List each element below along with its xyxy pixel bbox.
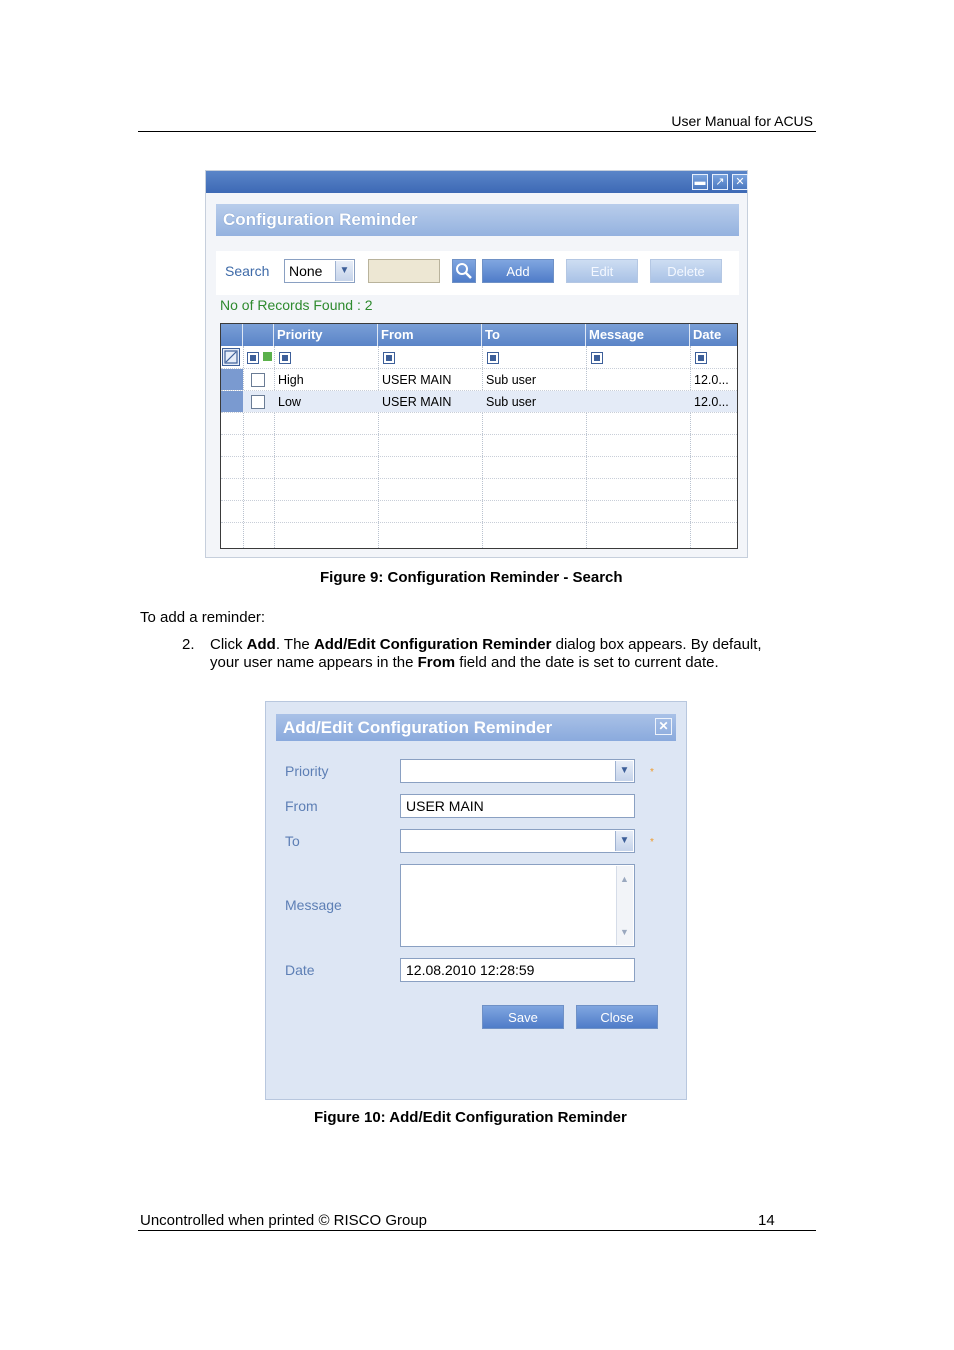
cell-date: 12.0... xyxy=(694,373,729,387)
step-bold-from: From xyxy=(417,654,456,671)
column-header-message[interactable]: Message xyxy=(586,324,690,346)
figure-10-caption: Figure 10: Add/Edit Configuration Reminder xyxy=(314,1109,627,1126)
document-header: User Manual for ACUS xyxy=(671,113,813,129)
message-textarea[interactable] xyxy=(400,864,635,947)
column-header-date[interactable]: Date xyxy=(690,324,737,346)
footer-text: Uncontrolled when printed © RISCO Group xyxy=(140,1212,428,1229)
message-label: Message xyxy=(285,897,342,913)
filter-date-icon[interactable] xyxy=(695,352,707,364)
required-marker: * xyxy=(650,837,654,848)
step-bold-dialog: Add/Edit Configuration Reminder xyxy=(313,636,552,653)
filter-to-icon[interactable] xyxy=(487,352,499,364)
close-icon[interactable]: ✕ xyxy=(732,174,748,190)
priority-select[interactable] xyxy=(400,759,635,783)
to-label: To xyxy=(285,833,300,849)
step-text: Click xyxy=(210,636,247,653)
cell-to: Sub user xyxy=(486,373,537,387)
message-scrollbar[interactable] xyxy=(616,866,633,945)
priority-label: Priority xyxy=(285,763,329,779)
column-header-from[interactable]: From xyxy=(378,324,482,346)
filter-priority-icon[interactable] xyxy=(279,352,291,364)
step-text-line-1 xyxy=(210,636,810,654)
search-button[interactable] xyxy=(452,259,476,283)
row-handle[interactable] xyxy=(221,369,243,390)
step-text-line-2 xyxy=(210,654,810,672)
search-input[interactable] xyxy=(368,259,440,283)
close-icon[interactable]: ✕ xyxy=(655,718,672,735)
cell-to: Sub user xyxy=(486,395,537,409)
delete-button[interactable]: Delete xyxy=(650,259,722,283)
required-marker: * xyxy=(650,767,654,778)
filter-select-all-icon[interactable] xyxy=(247,352,259,364)
search-icon xyxy=(453,260,475,282)
page-number: 14 xyxy=(758,1212,775,1229)
figure-9-caption: Figure 9: Configuration Reminder - Search xyxy=(320,569,623,586)
column-header-to[interactable]: To xyxy=(482,324,586,346)
from-label: From xyxy=(285,798,318,814)
to-select[interactable] xyxy=(400,829,635,853)
clear-filter-icon[interactable] xyxy=(222,348,240,366)
date-label: Date xyxy=(285,962,315,978)
search-field-select[interactable] xyxy=(284,259,355,283)
chevron-down-icon[interactable]: ▼ xyxy=(615,761,633,781)
dialog-title-bar xyxy=(276,714,676,741)
cell-from: USER MAIN xyxy=(382,373,452,387)
scroll-down-icon[interactable]: ▼ xyxy=(620,927,629,937)
row-checkbox[interactable] xyxy=(251,373,265,387)
dialog-title: Add/Edit Configuration Reminder xyxy=(283,718,553,737)
configuration-reminder-window xyxy=(205,170,748,558)
step-text: dialog box appears. By default, xyxy=(551,636,762,653)
save-button[interactable]: Save xyxy=(482,1005,564,1029)
table-row[interactable] xyxy=(221,391,737,412)
grid-row-line xyxy=(221,412,737,413)
add-edit-reminder-dialog xyxy=(265,701,687,1100)
grid-corner-header xyxy=(221,324,243,346)
footer-rule xyxy=(138,1230,816,1231)
grid-checkbox-header xyxy=(243,324,274,346)
filter-from-icon[interactable] xyxy=(383,352,395,364)
cell-priority: High xyxy=(278,373,304,387)
popout-icon[interactable]: ↗ xyxy=(712,174,728,190)
grid-row-line xyxy=(221,434,737,435)
grid-row-line xyxy=(221,500,737,501)
reminder-grid xyxy=(220,323,738,549)
filter-message-icon[interactable] xyxy=(591,352,603,364)
add-button[interactable]: Add xyxy=(482,259,554,283)
header-rule xyxy=(138,131,816,132)
search-label: Search xyxy=(225,263,270,279)
chevron-down-icon[interactable]: ▼ xyxy=(335,261,353,281)
intro-text: To add a reminder: xyxy=(140,609,266,626)
filter-reset-icon xyxy=(223,349,239,365)
status-green-icon xyxy=(263,352,272,361)
records-found-label: No of Records Found : 2 xyxy=(220,297,373,313)
close-button[interactable]: Close xyxy=(576,1005,658,1029)
cell-from: USER MAIN xyxy=(382,395,452,409)
date-field[interactable]: 12.08.2010 12:28:59 xyxy=(400,958,635,982)
column-header-priority[interactable]: Priority xyxy=(274,324,378,346)
step-text: your user name appears in the xyxy=(210,654,418,671)
grid-row-line xyxy=(221,456,737,457)
chevron-down-icon[interactable]: ▼ xyxy=(615,831,633,851)
configuration-reminder-banner: Configuration Reminder xyxy=(216,204,739,236)
step-text: . The xyxy=(275,636,314,653)
row-checkbox[interactable] xyxy=(251,395,265,409)
step-number: 2. xyxy=(182,636,195,653)
edit-button[interactable]: Edit xyxy=(566,259,638,283)
grid-row-line xyxy=(221,522,737,523)
search-select-value: None xyxy=(289,263,323,279)
minimize-icon[interactable]: ▬ xyxy=(692,174,708,190)
row-handle[interactable] xyxy=(221,391,243,412)
table-row[interactable] xyxy=(221,369,737,390)
scroll-up-icon[interactable]: ▲ xyxy=(620,874,629,884)
step-bold-add: Add xyxy=(246,636,276,653)
from-field[interactable]: USER MAIN xyxy=(400,794,635,818)
step-text: field and the date is set to current date. xyxy=(455,654,719,671)
grid-row-line xyxy=(221,478,737,479)
cell-date: 12.0... xyxy=(694,395,729,409)
cell-priority: Low xyxy=(278,395,301,409)
window-titlebar xyxy=(206,171,747,193)
search-panel xyxy=(216,251,739,295)
